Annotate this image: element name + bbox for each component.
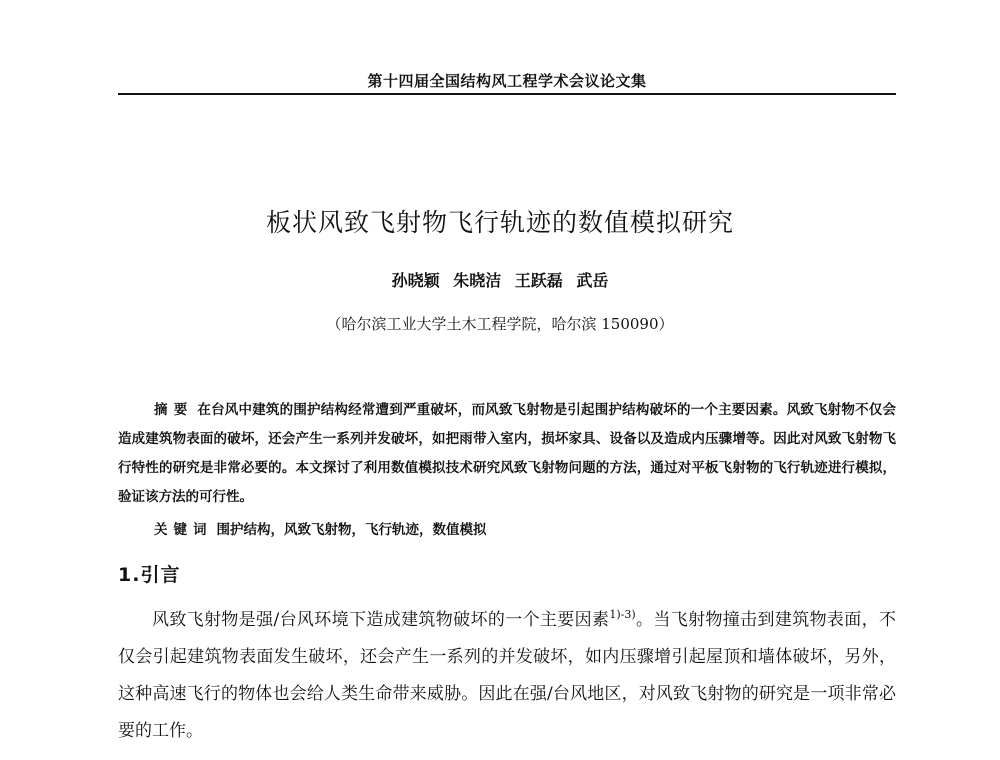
keywords-line [154, 518, 896, 538]
abstract-paragraph [118, 396, 896, 512]
paper-title: 板状风致飞射物飞行轨迹的数值模拟研究 [265, 208, 734, 237]
proceedings-header: 第十四届全国结构风工程学术会议论文集 [367, 72, 647, 90]
header-rule [118, 93, 896, 95]
keywords-text: 围护结构，风致飞射物，飞行轨迹，数值模拟 [216, 522, 487, 538]
author-affiliation: （哈尔滨工业大学土木工程学院，哈尔滨 150090） [326, 315, 674, 333]
author-list: 孙晓颖 朱晓洁 王跃磊 武岳 [391, 271, 609, 290]
abstract-text: 在台风中建筑的围护结构经常遭到严重破坏，而风致飞射物是引起围护结构破坏的一个主要因素。风致飞射物不仅会造成建筑物表面的破坏，还会产生一系列并发破坏，如把雨带入室内，损坏家具、设备以及造成内压骤增等。因此对风致飞射物飞行特性的研究是非常必要的。本文探讨了利用数值模拟技术研究风致飞射物问题的方法，通过对平板飞射物的飞行轨迹进行模拟，验证该方法的可行性。 [118, 402, 897, 505]
intro-text-after-citation: 。当飞射物撞击到建筑物表面，不仅会引起建筑物表面发生破坏，还会产生一系列的并发破坏，如内压骤增引起屋顶和墙体破坏，另外，这种高速飞行的物体也会给人类生命带来威胁。因此在强/台风地区，对风致飞射物的研究是一项非常必要的工作。 [118, 610, 897, 741]
abstract-label: 摘要 [154, 402, 194, 418]
intro-text-before-citation: 风致飞射物是强/台风环境下造成建筑物破坏的一个主要因素 [152, 610, 610, 630]
introduction-paragraph [118, 602, 896, 750]
keywords-label: 关键词 [154, 522, 213, 538]
section-heading-introduction: 1.引言 [118, 564, 181, 586]
citation-reference[interactable]: 1)-3) [609, 608, 636, 621]
